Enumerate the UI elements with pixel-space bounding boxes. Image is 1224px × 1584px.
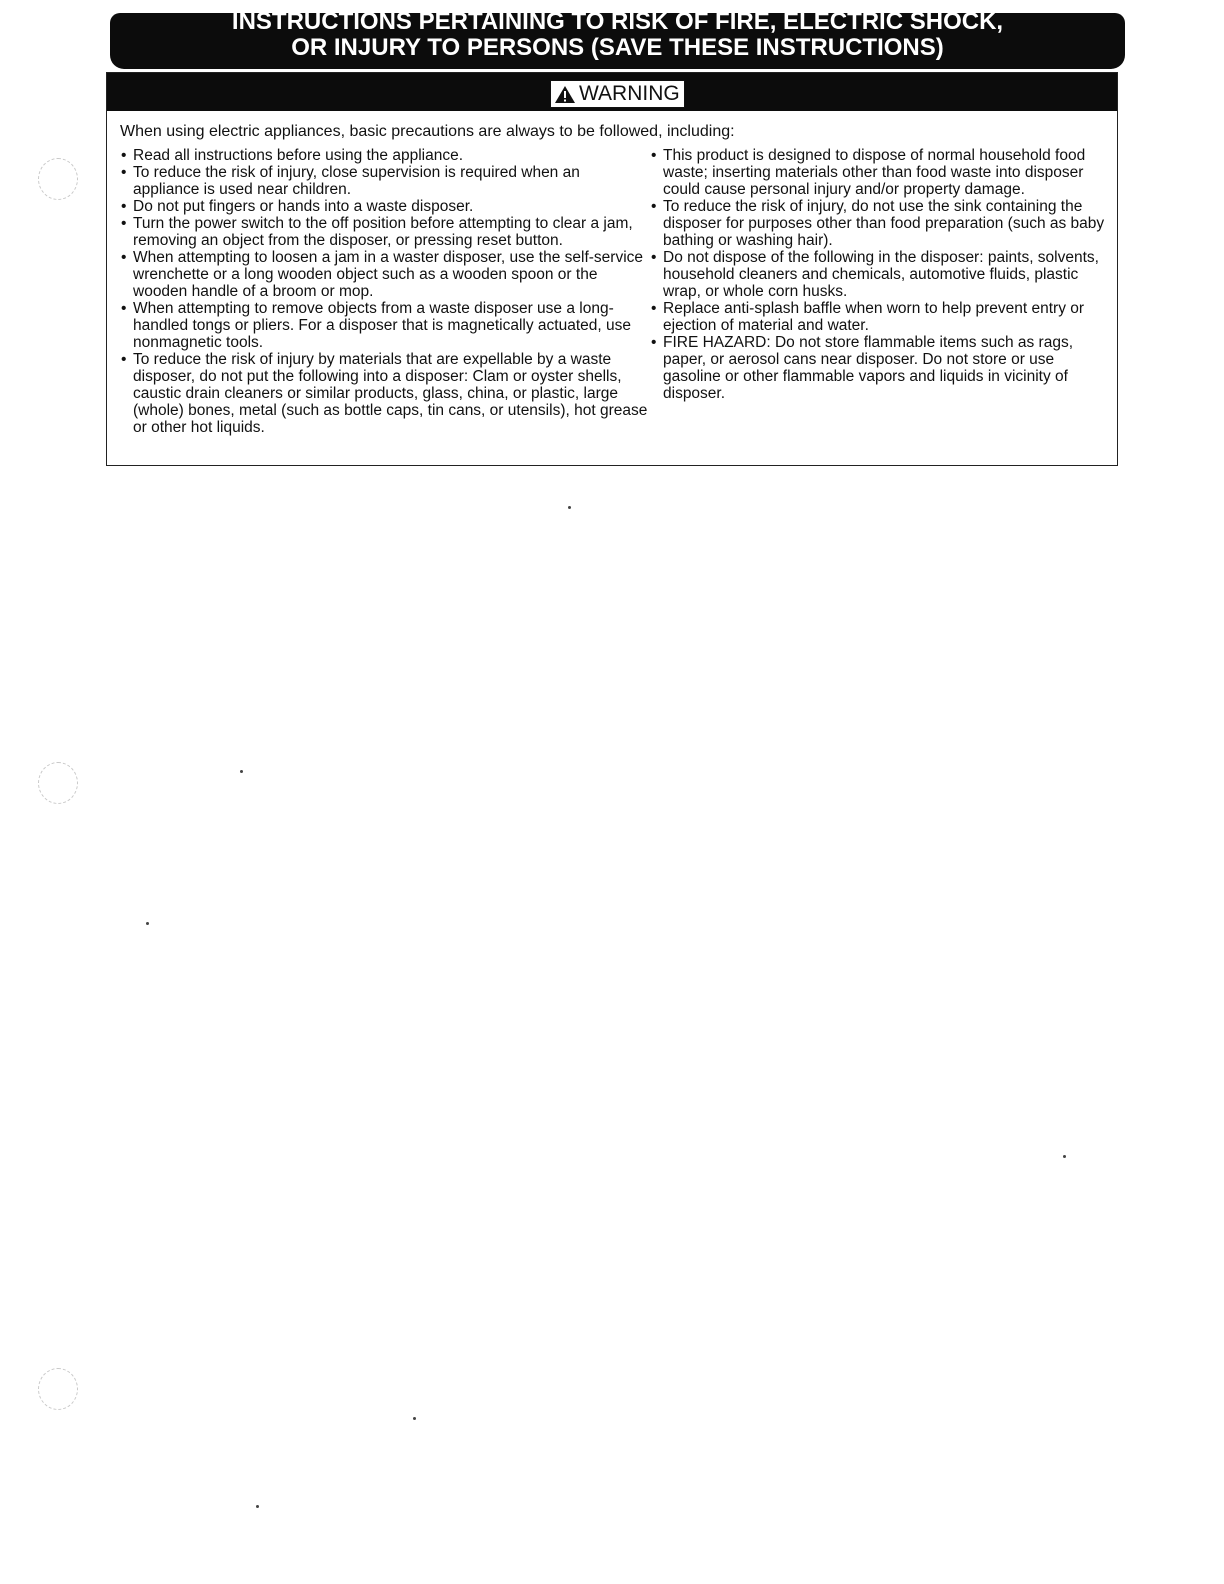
header-line-1: INSTRUCTIONS PERTAINING TO RISK OF FIRE, ELECTRIC SHOCK, (231, 13, 1004, 35)
list-item: • When attempting to loosen a jam in a waster disposer, use the self-service wrenchette or a long wooden object such as a wooden spoon or the wooden handle of a broom or mop. (119, 249, 649, 300)
punch-hole-mark (38, 1368, 78, 1410)
instructions-header (110, 13, 1125, 69)
list-item: • To reduce the risk of injury, close supervision is required when an appliance is used near children. (119, 164, 649, 198)
list-item: • Replace anti-splash baffle when worn to help prevent entry or ejection of material and water. (649, 300, 1109, 334)
scan-speck (146, 922, 149, 925)
list-item: • To reduce the risk of injury by materials that are expellable by a waste disposer, do not put the following into a disposer: Clam or oyster shells, caustic drain cleaners or similar products, glass, china, or plastic, large (whole) bones, metal (such as bottle caps, tin cans, or utensils), hot grease or other hot liquids. (119, 351, 649, 436)
list-item: • Do not put fingers or hands into a waste disposer. (119, 198, 649, 215)
list-item: • FIRE HAZARD: Do not store flammable items such as rags, paper, or aerosol cans near disposer. Do not store or use gasoline or other flammable vapors and liquids in vicinity of disposer. (649, 334, 1109, 402)
scan-speck (568, 506, 571, 509)
punch-hole-mark (38, 158, 78, 200)
warning-strip (107, 73, 1117, 111)
scan-speck (240, 770, 243, 773)
list-item: • To reduce the risk of injury, do not use the sink containing the disposer for purposes other than food preparation (such as baby bathing or washing hair). (649, 198, 1109, 249)
list-item: • Read all instructions before using the appliance. (119, 147, 649, 164)
scan-speck (413, 1417, 416, 1420)
warning-intro: When using electric appliances, basic precautions are always to be followed, including: (120, 123, 735, 140)
precautions-left-column (119, 147, 649, 436)
warning-box (106, 72, 1118, 466)
header-line-2: OR INJURY TO PERSONS (SAVE THESE INSTRUCTIONS) (291, 34, 944, 61)
list-item: • When attempting to remove objects from a waste disposer use a long-handled tongs or pliers. For a disposer that is magnetically actuated, use nonmagnetic tools. (119, 300, 649, 351)
warning-label (550, 80, 685, 108)
warning-label-text: WARNING (579, 82, 680, 105)
list-item: • This product is designed to dispose of normal household food waste; inserting materials other than food waste into disposer could cause personal injury and/or property damage. (649, 147, 1109, 198)
list-item: • Do not dispose of the following in the disposer: paints, solvents, household cleaners and chemicals, automotive fluids, plastic wrap, or whole corn husks. (649, 249, 1109, 300)
scan-speck (256, 1505, 259, 1508)
warning-triangle-icon (554, 85, 576, 104)
list-item: • Turn the power switch to the off position before attempting to clear a jam, removing an object from the disposer, or pressing reset button. (119, 215, 649, 249)
punch-hole-mark (38, 762, 78, 804)
scan-speck (1063, 1155, 1066, 1158)
precautions-right-column (649, 147, 1109, 402)
